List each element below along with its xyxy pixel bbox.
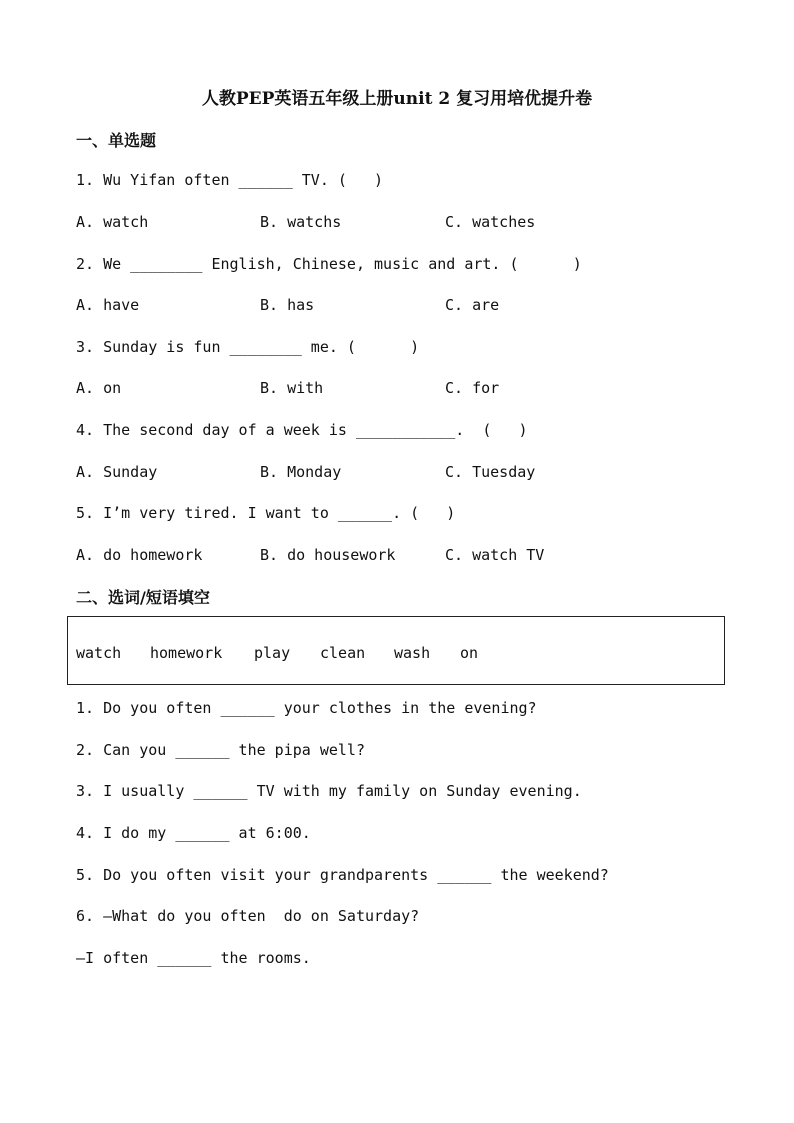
fill-question-3: 3. I usually ______ TV with my family on Sunday evening. <box>76 782 582 800</box>
page-title: 人教PEP英语五年级上册unit 2 复习用培优提升卷 <box>201 89 593 109</box>
option-b: B. Monday <box>260 463 342 481</box>
fill-question-6-prompt: 6. —What do you often do on Saturday? <box>76 907 420 925</box>
word-bank-box <box>67 616 725 685</box>
question-5-stem: 5. I’m very tired. I want to ______. ( ) <box>76 504 456 522</box>
option-a: A. do homework <box>76 546 203 564</box>
word-bank-item: watch <box>76 644 122 662</box>
word-bank-item: clean <box>320 644 366 662</box>
section-heading-fill-in: 二、选词/短语填空 <box>76 588 210 607</box>
option-a: A. watch <box>76 213 149 231</box>
option-b: B. do housework <box>260 546 396 564</box>
question-3-stem: 3. Sunday is fun ________ me. ( ) <box>76 338 420 356</box>
word-bank-item: play <box>254 644 291 662</box>
fill-question-1: 1. Do you often ______ your clothes in the evening? <box>76 699 537 717</box>
option-b: B. has <box>260 296 315 314</box>
option-a: A. have <box>76 296 140 314</box>
question-4-stem: 4. The second day of a week is ___________. ( ) <box>76 421 528 439</box>
option-c: C. watch TV <box>445 546 545 564</box>
word-bank-item: wash <box>394 644 431 662</box>
option-a: A. on <box>76 379 122 397</box>
question-2-stem: 2. We ________ English, Chinese, music and art. ( ) <box>76 255 582 273</box>
fill-question-2: 2. Can you ______ the pipa well? <box>76 741 365 759</box>
option-c: C. are <box>445 296 500 314</box>
option-b: B. with <box>260 379 324 397</box>
word-bank-item: on <box>460 644 479 662</box>
word-bank-item: homework <box>150 644 223 662</box>
option-c: C. Tuesday <box>445 463 536 481</box>
option-b: B. watchs <box>260 213 342 231</box>
fill-question-5: 5. Do you often visit your grandparents ______ the weekend? <box>76 866 609 884</box>
option-c: C. watches <box>445 213 536 231</box>
option-c: C. for <box>445 379 500 397</box>
fill-question-4: 4. I do my ______ at 6:00. <box>76 824 311 842</box>
fill-question-6-answer: —I often ______ the rooms. <box>76 949 311 967</box>
question-1-stem: 1. Wu Yifan often ______ TV. ( ) <box>76 171 384 189</box>
section-heading-single-choice: 一、单选题 <box>76 131 157 150</box>
option-a: A. Sunday <box>76 463 158 481</box>
